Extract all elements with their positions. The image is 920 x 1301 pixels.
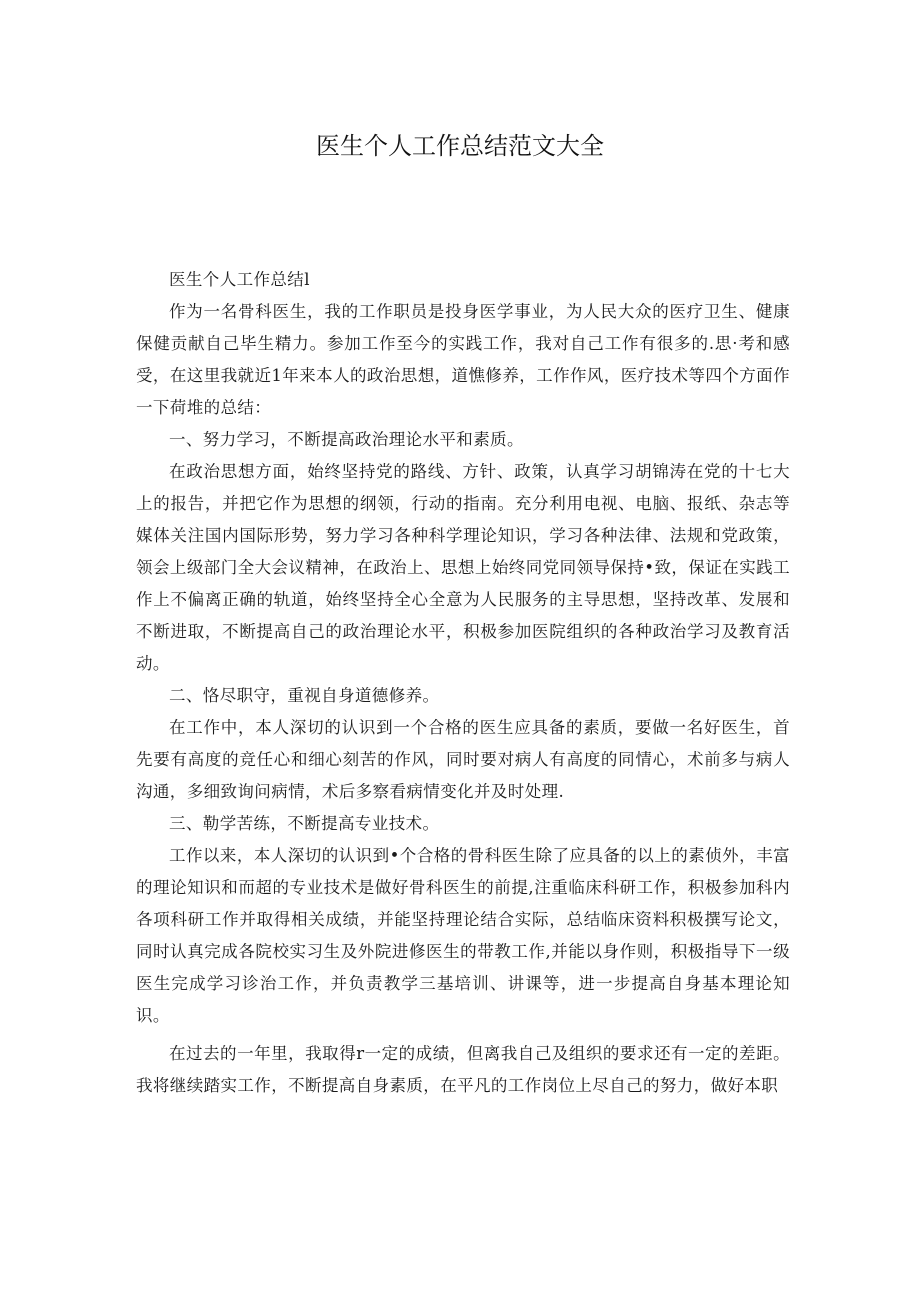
paragraph-conclusion: 在过去的一年里，我取得r一定的成绩，但离我自己及组织的要求还有一定的差距。我将继续踏实工作，不断提高自身素质，在平凡的工作岗位上尽自己的努力，做好本职 (136, 1044, 790, 1095)
paragraph-skills: 工作以来，本人深切的认识到•个合格的骨科医生除了应具备的以上的素侦外，丰富的理论知识和而超的专业技术是做好骨科医生的前提,注重临床科研工作，积极参加科内各项科研工作并取得相关成绩，并能坚持理论结合实际，总结临床资料积极撰写论文，同时认真完成各院校实习生及外院进修医生的带教工作,并能以身作则，积极指导下一级医生完成学习诊治工作，并负责教学三基培训、讲课等，进一步提高自身基本理论知识。 (136, 846, 790, 1025)
section-heading-2: 二、恪尽职守，重视自身道德修养。 (169, 686, 440, 705)
document-body (136, 264, 790, 1102)
section-heading-3: 三、勒学苦练，不断提高专业技术。 (169, 814, 440, 833)
document-title: 医生个人工作总结范文大全 (316, 132, 604, 160)
section-subtitle: 医生个人工作总结l (169, 270, 310, 289)
paragraph-political: 在政治思想方面，始终坚持党的路线、方针、政策，认真学习胡锦涛在党的十七大上的报告，并把它作为思想的纲领，行动的指南。充分利用电视、电脑、报纸、杂志等媒体关注国内国际形势，努力学习各种科学理论知识，学习各种法律、法规和党政策，领会上级部门全大会议精神，在政治上、思想上始终同党同领导保持•致，保证在实践工作上不偏离正确的轨道，始终坚持全心全意为人民服务的主导思想，坚持改革、发展和不断进取，不断提高自己的政治理论水平，积极参加医院组织的各种政治学习及教育活动。 (136, 462, 790, 673)
paragraph-ethics: 在工作中，本人深切的认识到一个合格的医生应具备的素质，要做一名好医生，首先要有高度的竞任心和细心刻苦的作风，同时要对病人有高度的同情心，术前多与病人沟通，多细致询问病情，术后多察看病情变化并及时处理. (136, 718, 790, 801)
paragraph-intro: 作为一名骨科医生，我的工作职员是投身医学事业，为人民大众的医疗卫生、健康保健贡献自己毕生精力。参加工作至今的实践工作，我对自己工作有很多的.思·考和感受，在这里我就近1年来本人的政治思想，道憔修养，工作作风，医疗技术等四个方面作一下荷堆的总结： (136, 302, 790, 417)
section-heading-1: 一、努力学习，不断提高政治理论水平和素质。 (169, 430, 524, 449)
